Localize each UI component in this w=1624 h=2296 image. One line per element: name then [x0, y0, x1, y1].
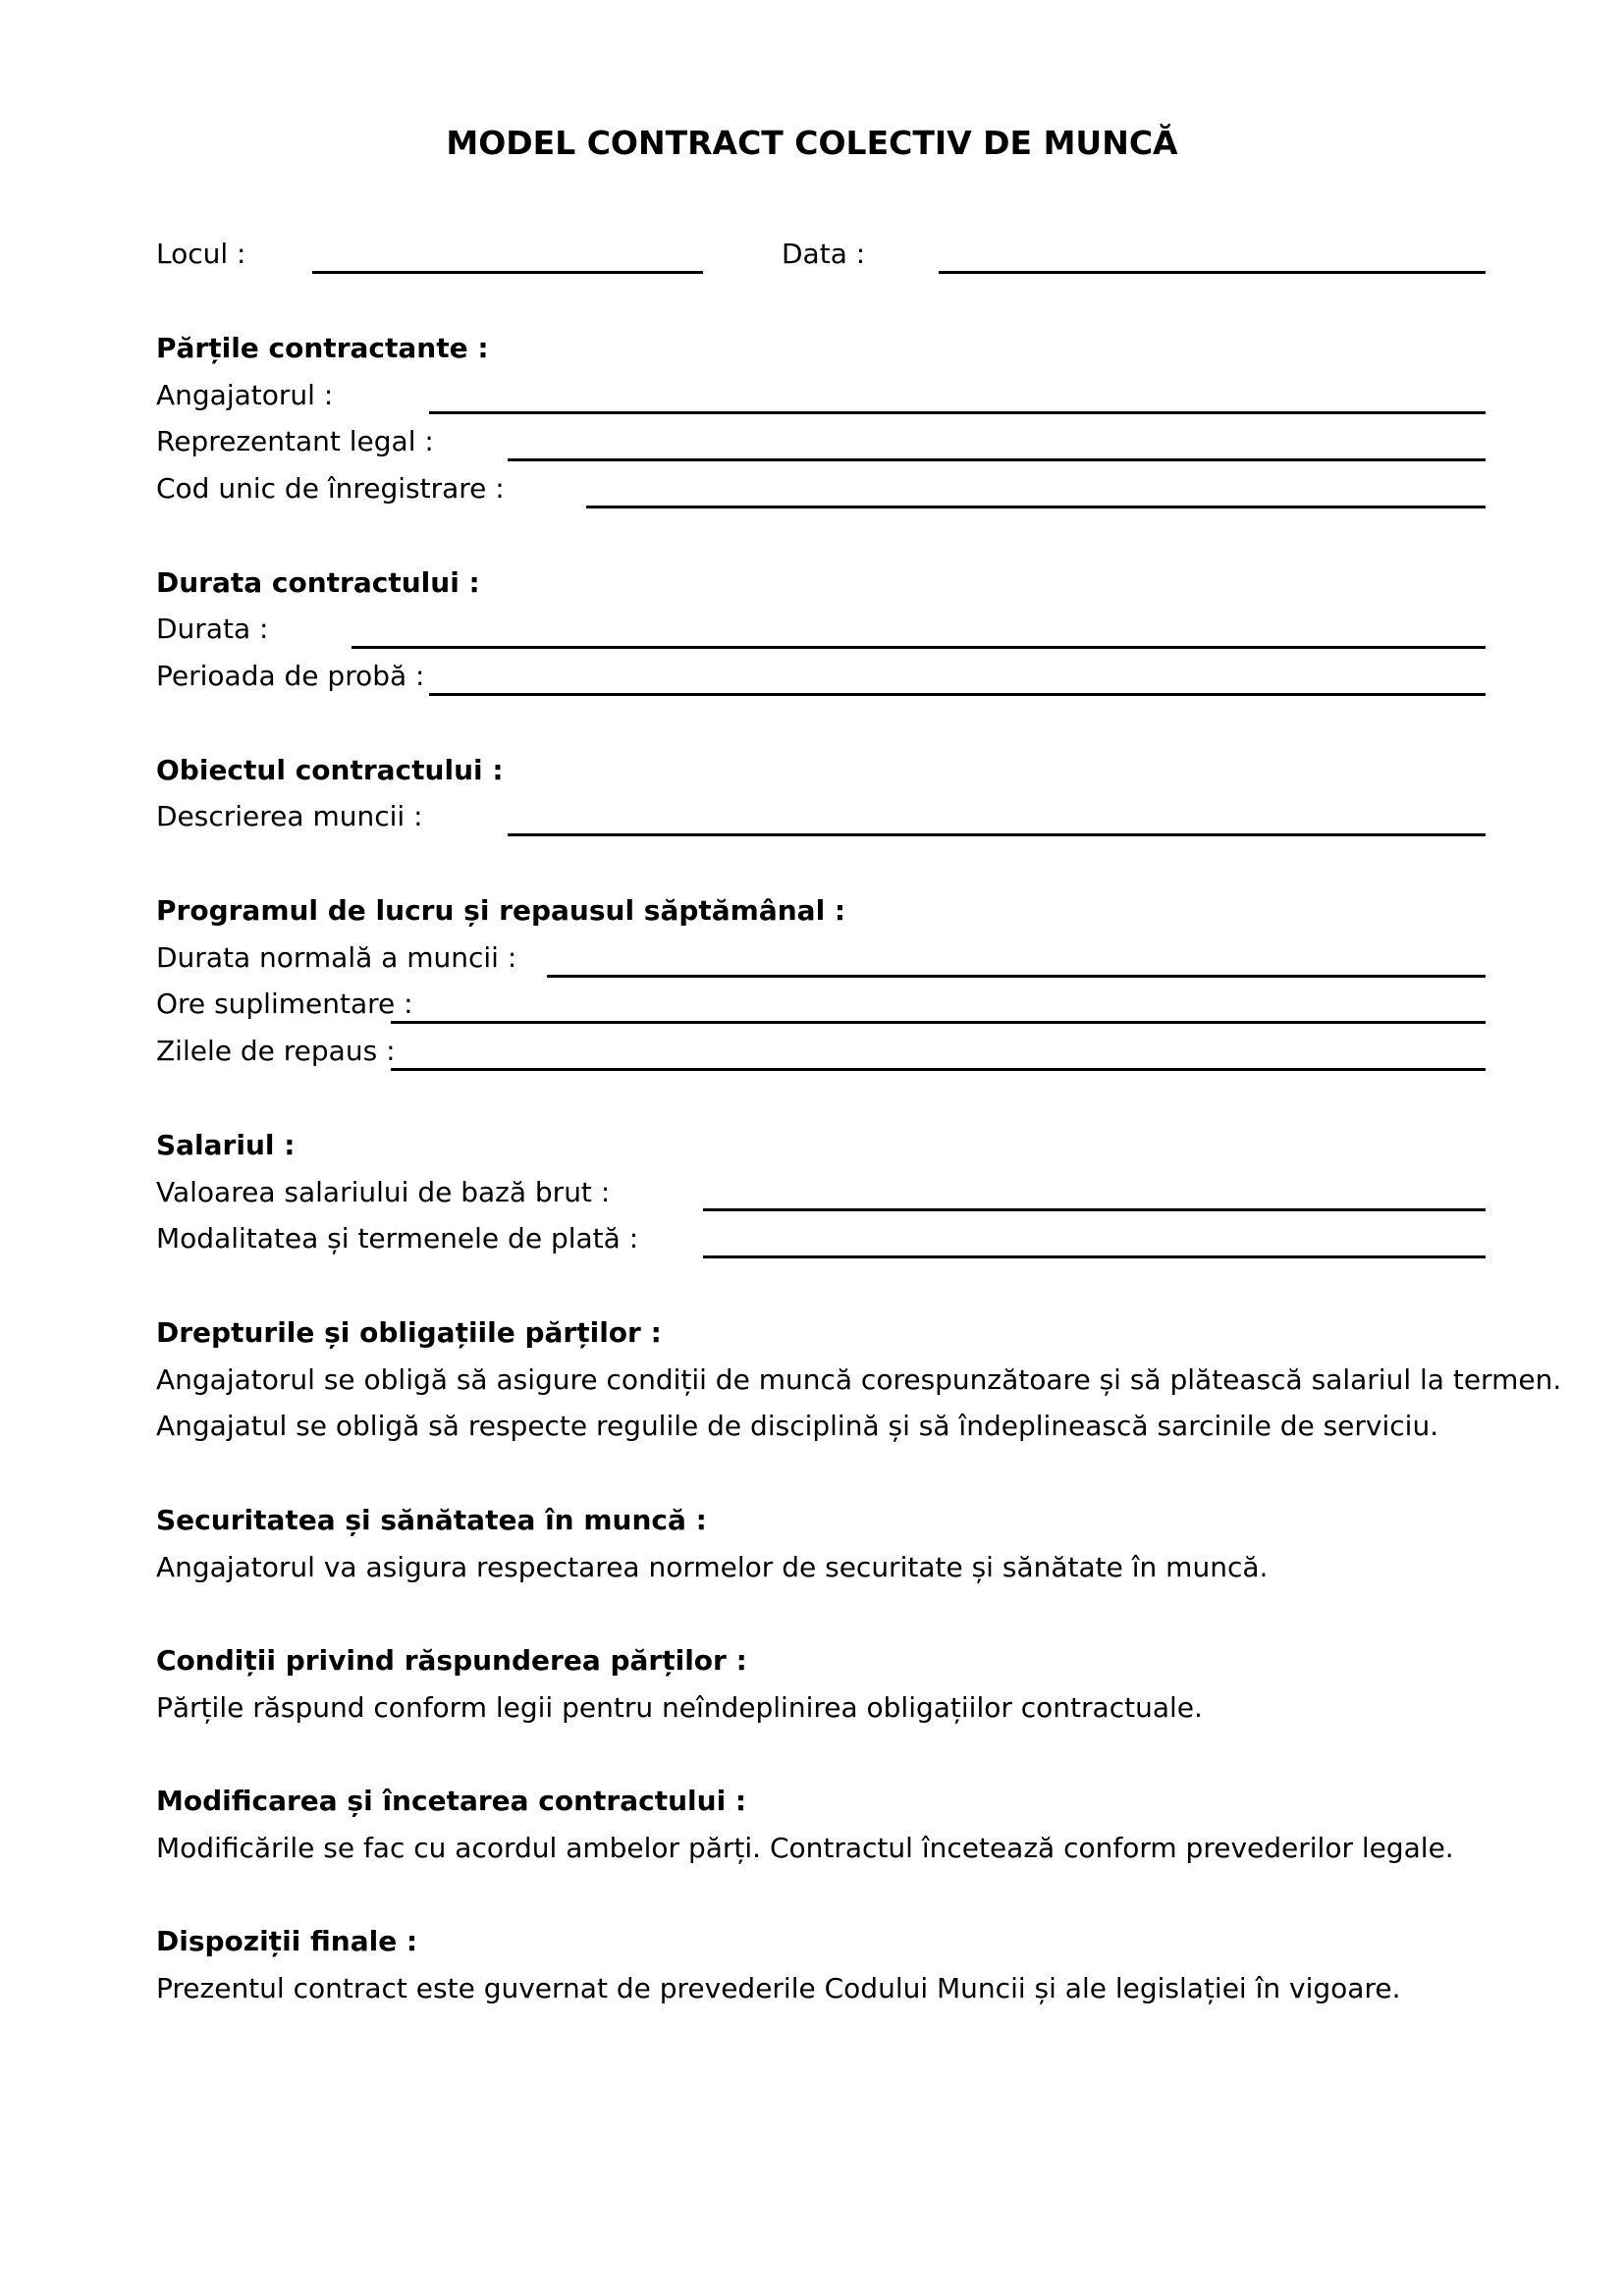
duration-field-line[interactable]	[352, 646, 1486, 649]
duration-label: Durata :	[156, 613, 269, 645]
date-field-line[interactable]	[939, 271, 1486, 274]
modification-heading: Modificarea și încetarea contractului :	[156, 1785, 747, 1817]
liability-text: Părțile răspund conform legii pentru neîndeplinirea obligațiilor contractuale.	[156, 1691, 1203, 1724]
legal-rep-label: Reprezentant legal :	[156, 425, 434, 457]
normal-hours-field-line[interactable]	[547, 975, 1486, 978]
legal-rep-field-line[interactable]	[508, 458, 1486, 461]
safety-heading: Securitatea și sănătatea în muncă :	[156, 1504, 707, 1536]
employee-obligation-text: Angajatul se obligă să respecte regulile de disciplină și să îndeplinească sarcinile de serviciu.	[156, 1410, 1439, 1442]
parties-heading: Părțile contractante :	[156, 332, 489, 364]
rest-days-field-line[interactable]	[391, 1068, 1486, 1071]
work-description-label: Descrierea muncii :	[156, 800, 423, 832]
rest-days-label: Zilele de repaus :	[156, 1035, 396, 1067]
duration-heading: Durata contractului :	[156, 566, 480, 599]
place-label: Locul :	[156, 238, 246, 270]
work-description-field-line[interactable]	[508, 833, 1486, 836]
employer-obligation-text: Angajatorul se obligă să asigure condiții de muncă corespunzătoare și să plătească salariul la termen.	[156, 1363, 1562, 1396]
overtime-label: Ore suplimentare :	[156, 988, 413, 1020]
final-text: Prezentul contract este guvernat de prevederile Codului Muncii și ale legislației în vigoare.	[156, 1972, 1401, 2004]
base-salary-label: Valoarea salariului de bază brut :	[156, 1176, 611, 1208]
overtime-field-line[interactable]	[391, 1021, 1486, 1024]
liability-heading: Condiții privind răspunderea părților :	[156, 1644, 747, 1677]
rights-heading: Drepturile și obligațiile părților :	[156, 1316, 662, 1349]
base-salary-field-line[interactable]	[703, 1208, 1486, 1211]
schedule-heading: Programul de lucru și repausul săptămânal :	[156, 894, 846, 927]
salary-heading: Salariul :	[156, 1129, 296, 1161]
date-label: Data :	[782, 238, 866, 270]
normal-hours-label: Durata normală a muncii :	[156, 941, 517, 974]
place-field-line[interactable]	[312, 271, 703, 274]
probation-label: Perioada de probă :	[156, 660, 425, 692]
document-title: MODEL CONTRACT COLECTIV DE MUNCĂ	[446, 124, 1178, 162]
payment-terms-field-line[interactable]	[703, 1255, 1486, 1258]
object-heading: Obiectul contractului :	[156, 754, 504, 786]
payment-terms-label: Modalitatea și termenele de plată :	[156, 1222, 639, 1255]
probation-field-line[interactable]	[429, 693, 1486, 696]
employer-field-line[interactable]	[429, 411, 1486, 414]
final-heading: Dispoziții finale :	[156, 1925, 418, 1957]
safety-text: Angajatorul va asigura respectarea normelor de securitate și sănătate în muncă.	[156, 1551, 1269, 1583]
cui-field-line[interactable]	[586, 506, 1486, 508]
cui-label: Cod unic de înregistrare :	[156, 472, 505, 505]
employer-label: Angajatorul :	[156, 379, 334, 411]
modification-text: Modificările se fac cu acordul ambelor părți. Contractul încetează conform prevederilor legale.	[156, 1832, 1454, 1864]
